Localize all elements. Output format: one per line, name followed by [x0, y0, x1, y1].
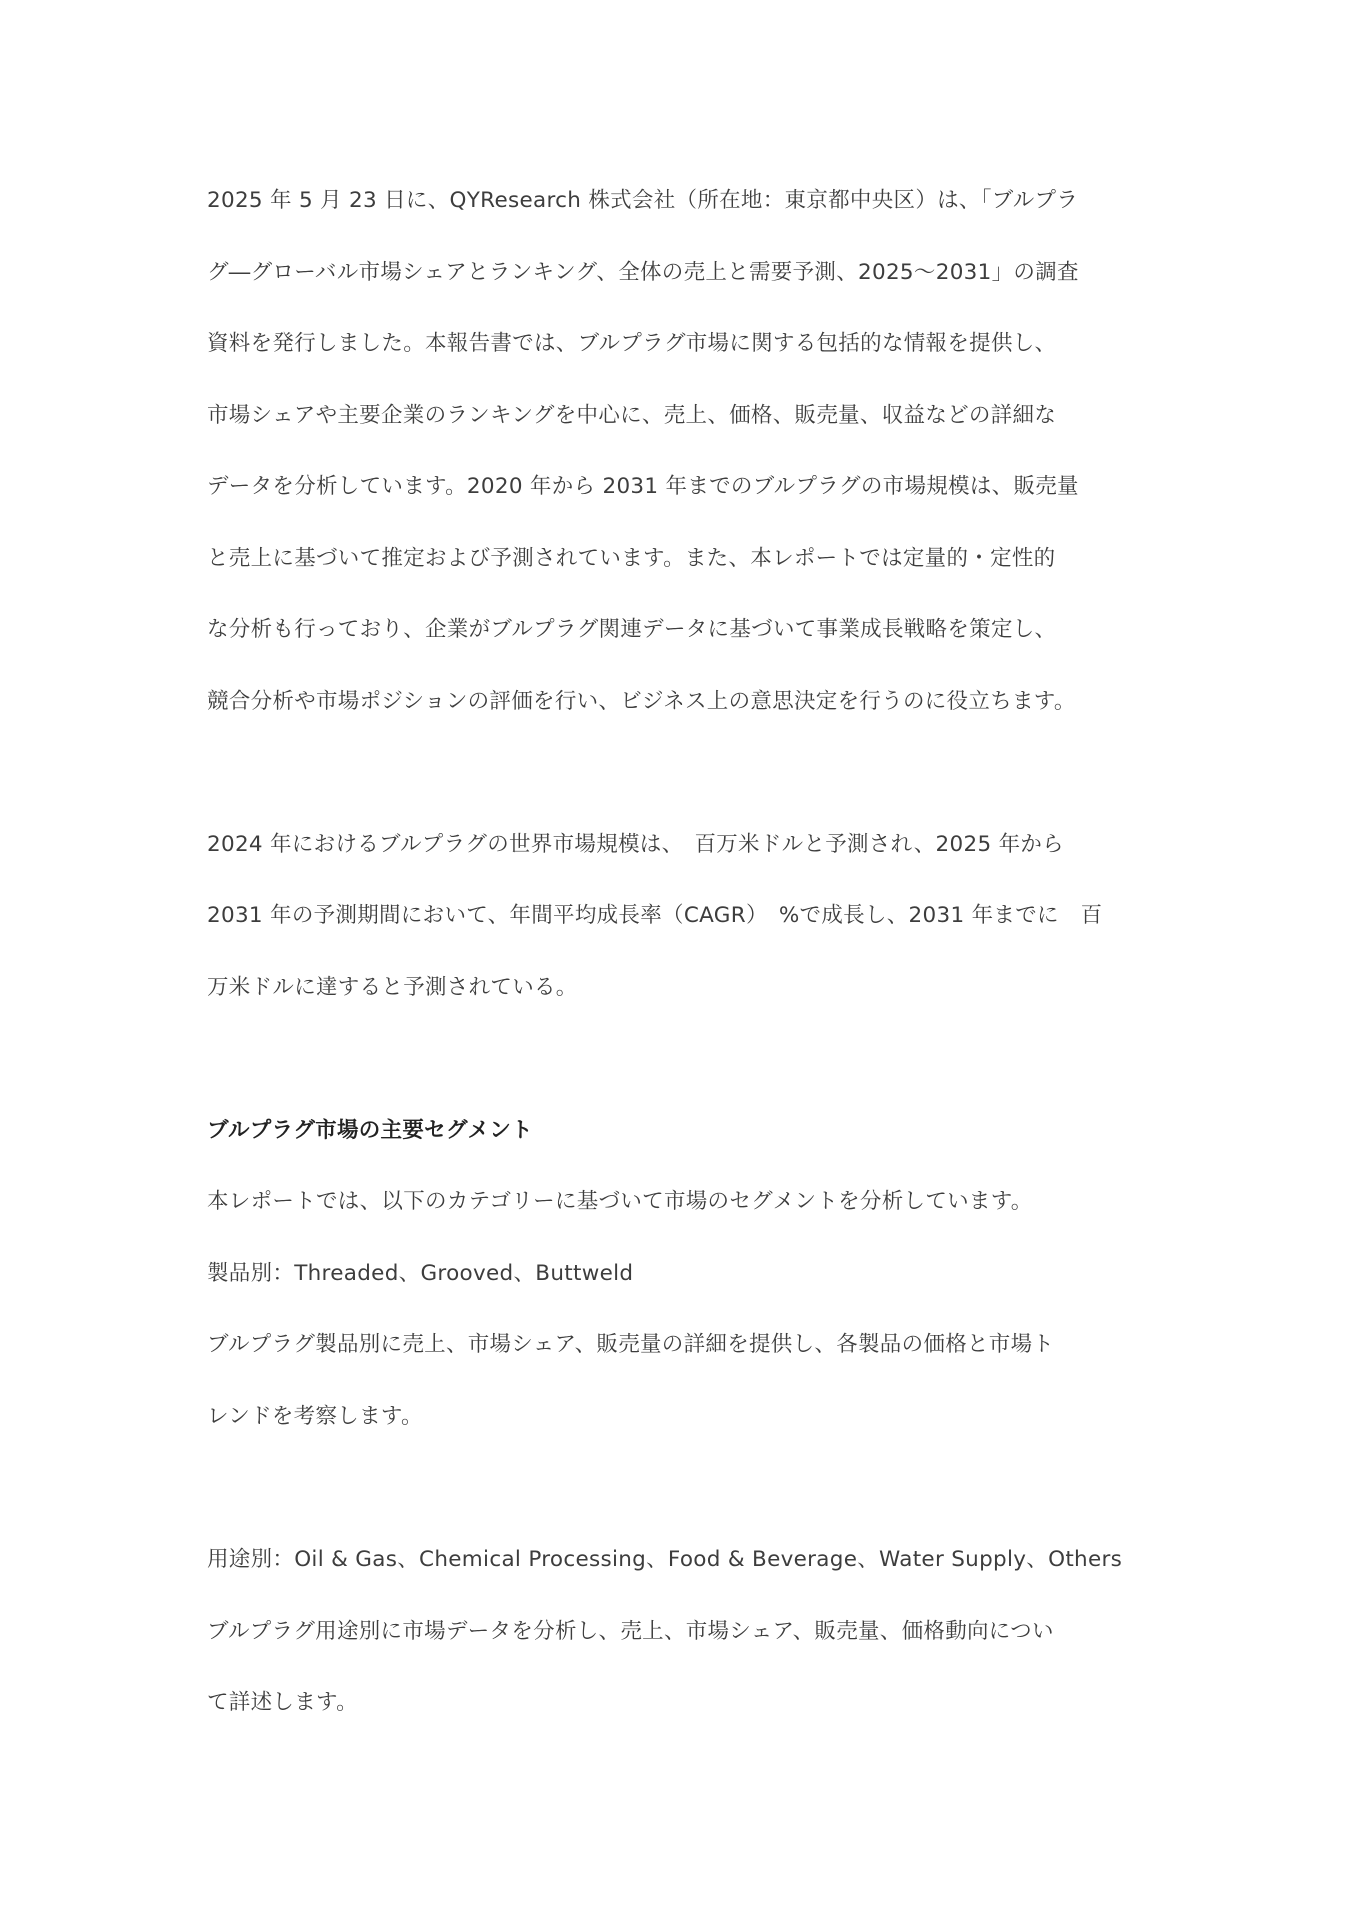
intro-line-3: 資料を発行しました。本報告書では、ブルプラグ市場に関する包括的な情報を提供し、: [207, 331, 1057, 356]
intro-line-7: な分析も行っており、企業がブルプラグ関連データに基づいて事業成長戦略を策定し、: [207, 617, 1057, 642]
segments-intro: 本レポートでは、以下のカテゴリーに基づいて市場のセグメントを分析しています。: [207, 1189, 1033, 1214]
application-segment-line: 用途別：Oil & Gas、Chemical Processing、Food & Beverage、Water Supply、Others: [207, 1547, 1123, 1572]
application-desc-line-1: ブルプラグ用途別に市場データを分析し、売上、市場シェア、販売量、価格動向につい: [207, 1619, 1054, 1644]
intro-line-6: と売上に基づいて推定および予測されています。また、本レポートでは定量的・定性的: [207, 546, 1056, 571]
product-desc-line-1: ブルプラグ製品別に売上、市場シェア、販売量の詳細を提供し、各製品の価格と市場ト: [207, 1332, 1055, 1357]
market-size-line-1: 2024 年におけるブルプラグの世界市場規模は、 百万米ドルと予測され、2025 年から: [207, 832, 1064, 857]
intro-line-2: グ―グローバル市場シェアとランキング、全体の売上と需要予測、2025～2031」の調査: [207, 260, 1079, 285]
application-desc-line-2: て詳述します。: [207, 1690, 358, 1715]
market-size-line-3: 万米ドルに達すると予測されている。: [207, 975, 578, 1000]
intro-line-5: データを分析しています。2020 年から 2031 年までのブルプラグの市場規模は、販売量: [207, 474, 1079, 499]
product-desc-line-2: レンドを考察します。: [207, 1404, 423, 1429]
intro-line-1: 2025 年 5 月 23 日に、QYResearch 株式会社（所在地：東京都中央区）は、「ブルプラ: [207, 188, 1079, 213]
intro-line-4: 市場シェアや主要企業のランキングを中心に、売上、価格、販売量、収益などの詳細な: [207, 403, 1057, 428]
market-size-line-2: 2031 年の予測期間において、年間平均成長率（CAGR） %で成長し、2031 年までに 百: [207, 903, 1103, 928]
segments-heading: ブルプラグ市場の主要セグメント: [207, 1118, 533, 1143]
product-segment-line: 製品別：Threaded、Grooved、Buttweld: [207, 1261, 634, 1286]
intro-line-8: 競合分析や市場ポジションの評価を行い、ビジネス上の意思決定を行うのに役立ちます。: [207, 689, 1076, 714]
